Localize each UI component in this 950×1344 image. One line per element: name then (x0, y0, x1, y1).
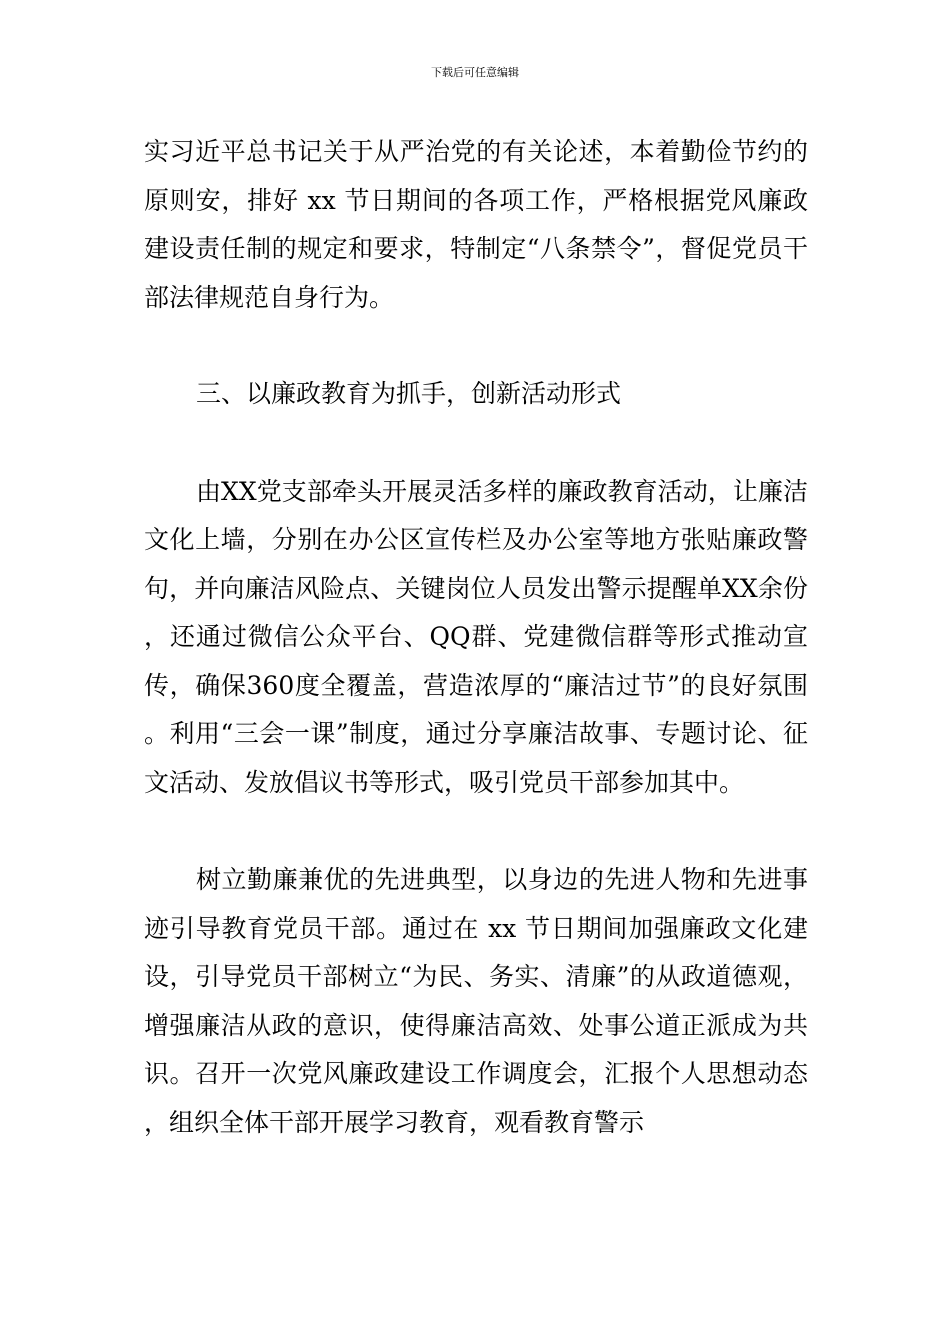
section-heading: 三、以廉政教育为抓手，创新活动形式 (196, 379, 622, 408)
paragraph-role-models: 树立勤廉兼优的先进典型，以身边的先进人物和先进事迹引导教育党员干部。通过在 xx 节日期间加强廉政文化建设，引导党员干部树立“为民、务实、清廉”的从政道德观，增强廉洁从政的意识，使得廉洁高效、处事公道正派成为共识。召开一次党风廉政建设工作调度会，汇报个人思想动态，组织全体干部开展学习教育，观看教育警示 (144, 865, 808, 1137)
paragraph-education-activities: 由XX党支部牵头开展灵活多样的廉政教育活动，让廉洁文化上墙，分别在办公区宣传栏及办公室等地方张贴廉政警句，并向廉洁风险点、关键岗位人员发出警示提醒单XX余份，还通过微信公众平台、QQ群、党建微信群等形式推动宣传，确保360度全覆盖，营造浓厚的“廉洁过节”的良好氛围。利用“三会一课”制度，通过分享廉洁故事、专题讨论、征文活动、发放倡议书等形式，吸引党员干部参加其中。 (144, 476, 808, 797)
page-header-note: 下载后可任意编辑 (431, 66, 519, 79)
document-body (144, 128, 808, 1147)
paragraph-continuation: 实习近平总书记关于从严治党的有关论述，本着勤俭节约的原则安，排好 xx 节日期间的各项工作，严格根据党风廉政建设责任制的规定和要求，特制定“八条禁令”，督促党员干部法律规范自身行为。 (144, 137, 808, 312)
